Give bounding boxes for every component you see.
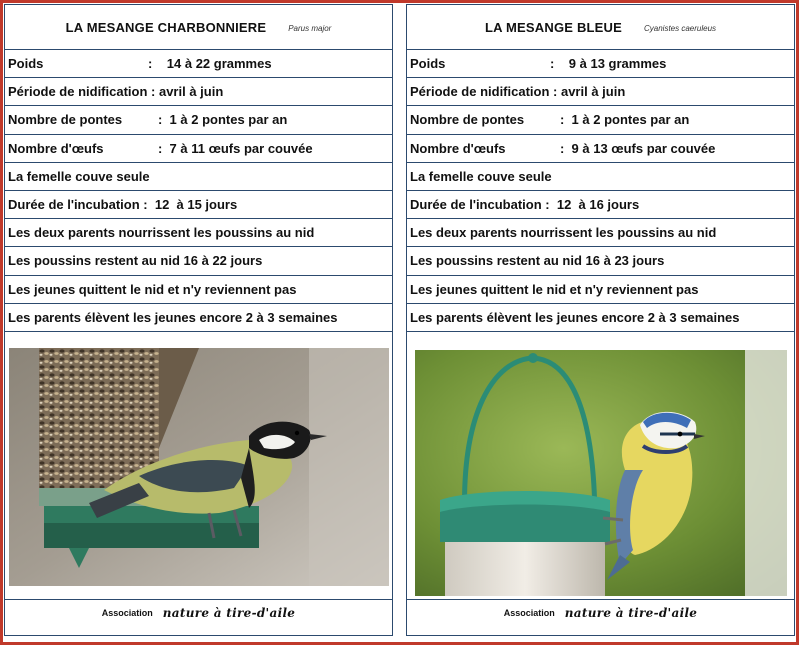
row-label: Durée de l'incubation bbox=[8, 197, 140, 213]
footer bbox=[407, 600, 794, 626]
row-leave-nest bbox=[5, 276, 392, 304]
row-label: Les poussins restent au nid 16 à 23 jours bbox=[410, 253, 665, 269]
row-value: : 7 à 11 œufs par couvée bbox=[158, 140, 313, 156]
row-incubates bbox=[5, 163, 392, 191]
row-nest-stay bbox=[5, 247, 392, 275]
photo-area bbox=[5, 332, 392, 600]
row-label: Nombre de pontes bbox=[410, 112, 525, 128]
row-incubation bbox=[5, 191, 392, 219]
row-label: Nombre d'œufs bbox=[8, 140, 104, 156]
row-label: La femelle couve seule bbox=[410, 168, 552, 184]
row-label: Les jeunes quittent le nid et n'y reviennent pas bbox=[410, 281, 699, 297]
row-nesting-period bbox=[5, 78, 392, 106]
row-incubation bbox=[407, 191, 794, 219]
row-label: Nombre d'œufs bbox=[410, 140, 506, 156]
row-value: : 1 à 2 pontes par an bbox=[158, 112, 288, 128]
row-nesting-period bbox=[407, 78, 794, 106]
row-label: Les parents élèvent les jeunes encore 2 à 3 semaines bbox=[410, 309, 740, 325]
row-label: Les parents élèvent les jeunes encore 2 à 3 semaines bbox=[8, 309, 338, 325]
brand-name: nature à tire-d'aile bbox=[564, 605, 698, 620]
latin-name: Cyanistes caeruleus bbox=[644, 23, 717, 33]
row-value: : 12 à 15 jours bbox=[139, 197, 238, 213]
row-label: Les jeunes quittent le nid et n'y reviennent pas bbox=[8, 281, 297, 297]
row-nest-stay bbox=[407, 247, 794, 275]
photo-area bbox=[407, 332, 794, 600]
row-weight bbox=[5, 50, 392, 78]
row-incubates bbox=[407, 163, 794, 191]
blue-tit-photo bbox=[415, 350, 787, 596]
card-title-row bbox=[5, 5, 392, 50]
row-eggs bbox=[5, 135, 392, 163]
row-parents-raise bbox=[407, 304, 794, 332]
row-label: La femelle couve seule bbox=[8, 168, 150, 184]
association-label: Association bbox=[503, 607, 555, 618]
row-label: Période de nidification bbox=[410, 84, 550, 100]
row-value: : 14 à 22 grammes bbox=[148, 56, 272, 72]
row-feeding bbox=[407, 219, 794, 247]
card-blue-tit bbox=[406, 4, 795, 636]
row-label: Période de nidification bbox=[8, 84, 148, 100]
row-parents-raise bbox=[5, 304, 392, 332]
association-label: Association bbox=[101, 607, 153, 618]
row-label: Les poussins restent au nid 16 à 22 jours bbox=[8, 253, 263, 269]
row-clutches bbox=[5, 106, 392, 134]
card-title: LA MESANGE CHARBONNIERE bbox=[65, 19, 267, 35]
row-value: : 9 à 13 œufs par couvée bbox=[560, 140, 716, 156]
row-label: Poids bbox=[8, 56, 44, 72]
row-label: Les deux parents nourrissent les poussins au nid bbox=[8, 225, 315, 241]
brand-name: nature à tire-d'aile bbox=[162, 605, 296, 620]
row-label: Poids bbox=[410, 56, 446, 72]
row-value: : 1 à 2 pontes par an bbox=[560, 112, 690, 128]
row-feeding bbox=[5, 219, 392, 247]
footer bbox=[5, 600, 392, 626]
row-clutches bbox=[407, 106, 794, 134]
row-value: : avril à juin bbox=[147, 84, 224, 100]
card-title-row bbox=[407, 5, 794, 50]
latin-name: Parus major bbox=[288, 23, 332, 33]
row-label: Nombre de pontes bbox=[8, 112, 123, 128]
card-great-tit bbox=[4, 4, 393, 636]
row-eggs bbox=[407, 135, 794, 163]
row-weight bbox=[407, 50, 794, 78]
row-value: : 9 à 13 grammes bbox=[550, 56, 667, 72]
row-label: Durée de l'incubation bbox=[410, 197, 542, 213]
row-value: : avril à juin bbox=[549, 84, 626, 100]
great-tit-photo bbox=[9, 348, 389, 586]
row-leave-nest bbox=[407, 276, 794, 304]
row-label: Les deux parents nourrissent les poussins au nid bbox=[410, 225, 717, 241]
card-title: LA MESANGE BLEUE bbox=[484, 19, 622, 35]
row-value: : 12 à 16 jours bbox=[541, 197, 640, 213]
